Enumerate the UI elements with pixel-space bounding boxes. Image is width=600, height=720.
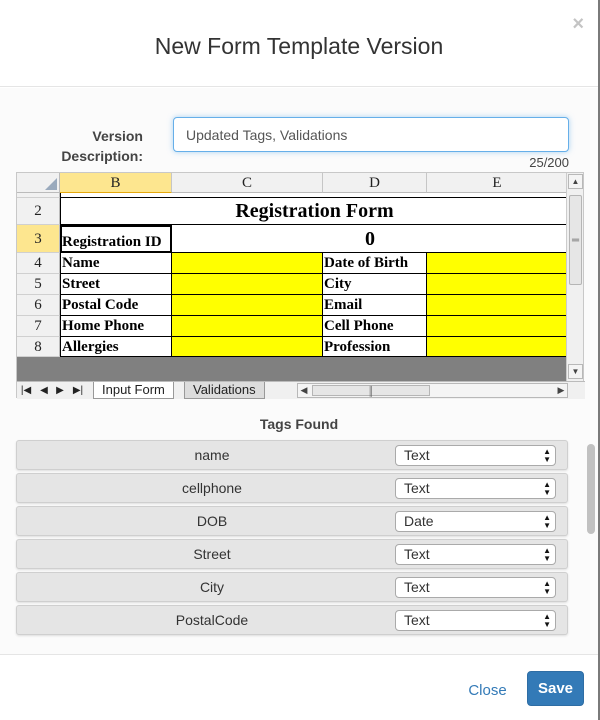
tag-type-value: Text (404, 480, 430, 496)
cell-label-street[interactable]: Street (60, 274, 172, 295)
tags-scrollbar-thumb[interactable] (587, 444, 595, 534)
cell-label-profession[interactable]: Profession (323, 337, 427, 357)
character-count: 25/200 (529, 155, 569, 170)
scroll-right-icon[interactable]: ▶ (557, 385, 565, 395)
corner-triangle-icon (45, 178, 57, 190)
scroll-left-icon[interactable]: ◀ (300, 385, 308, 395)
tag-type-select[interactable] (395, 511, 556, 532)
cell-label-home-phone[interactable]: Home Phone (60, 316, 172, 337)
close-button[interactable]: Close (460, 673, 515, 707)
sheet-tab-validations[interactable]: Validations (184, 382, 265, 399)
close-icon[interactable]: × (572, 13, 584, 35)
column-header-c[interactable]: C (172, 173, 323, 193)
sheet-empty-area (17, 357, 568, 381)
row-header-5[interactable]: 5 (17, 274, 60, 295)
prev-sheet-icon[interactable]: ◀ (40, 385, 48, 396)
sheet-vertical-scrollbar[interactable] (566, 173, 583, 381)
cell-input-street[interactable] (172, 274, 323, 295)
cell-input-postal-code[interactable] (172, 295, 323, 316)
select-all-corner[interactable] (17, 173, 60, 193)
scroll-up-icon[interactable]: ▲ (568, 174, 583, 189)
tag-row (16, 506, 568, 536)
cell-label-email[interactable]: Email (323, 295, 427, 316)
cell-input-date-of-birth[interactable] (427, 253, 568, 274)
row-header-8[interactable]: 8 (17, 337, 60, 357)
save-button[interactable]: Save (527, 671, 584, 706)
tag-type-value: Text (404, 579, 430, 595)
last-sheet-icon[interactable]: ▶| (72, 385, 84, 396)
cell-input-profession[interactable] (427, 337, 568, 357)
tag-type-value: Text (404, 447, 430, 463)
tags-found-title: Tags Found (259, 416, 339, 432)
tag-name: name (194, 447, 230, 463)
version-label-line2: Description: (61, 148, 143, 164)
tag-type-select[interactable] (395, 478, 556, 499)
tag-row (16, 605, 568, 635)
registration-id-value-cell[interactable]: 0 (172, 225, 568, 253)
horizontal-scroll-thumb[interactable]: ║ (312, 385, 430, 396)
row-header-6[interactable]: 6 (17, 295, 60, 316)
cell-input-allergies[interactable] (172, 337, 323, 357)
cell-input-email[interactable] (427, 295, 568, 316)
select-arrows-icon: ▲ ▼ (543, 447, 551, 464)
tags-list (16, 438, 570, 629)
modal-footer (0, 654, 598, 720)
tag-type-value: Date (404, 513, 434, 529)
row-header-7[interactable]: 7 (17, 316, 60, 337)
vertical-scroll-thumb[interactable]: ═ (569, 195, 582, 285)
scroll-down-icon[interactable]: ▼ (568, 364, 583, 379)
tag-type-value: Text (404, 546, 430, 562)
cell-input-home-phone[interactable] (172, 316, 323, 337)
form-title-cell[interactable]: Registration Form (60, 198, 568, 225)
sheet-tab-bar (17, 381, 585, 399)
version-label-line1: Version (92, 128, 143, 144)
row-header-3[interactable]: 3 (17, 225, 60, 253)
column-header-d[interactable]: D (323, 173, 427, 193)
tag-name: cellphone (182, 480, 242, 496)
tag-row (16, 473, 568, 503)
tag-row (16, 440, 568, 470)
registration-id-label-cell[interactable]: Registration ID (60, 225, 172, 253)
cell-label-postal-code[interactable]: Postal Code (60, 295, 172, 316)
column-header-e[interactable]: E (427, 173, 568, 193)
tag-name: Street (193, 546, 231, 562)
tag-row (16, 539, 568, 569)
tag-type-select[interactable] (395, 544, 556, 565)
tag-name: City (199, 579, 225, 595)
select-arrows-icon: ▲ ▼ (543, 612, 551, 629)
cell-label-cell-phone[interactable]: Cell Phone (323, 316, 427, 337)
cell-input-cell-phone[interactable] (427, 316, 568, 337)
sheet-tab-input-form[interactable]: Input Form (93, 382, 174, 399)
row-header-2[interactable]: 2 (17, 198, 60, 225)
column-header-b[interactable]: B (60, 173, 172, 193)
first-sheet-icon[interactable]: |◀ (20, 385, 32, 396)
tag-name: PostalCode (175, 612, 249, 628)
modal-header (0, 0, 598, 87)
cell-input-name[interactable] (172, 253, 323, 274)
cell-label-date-of-birth[interactable]: Date of Birth (323, 253, 427, 274)
tag-type-value: Text (404, 612, 430, 628)
tag-type-select[interactable] (395, 610, 556, 631)
row-header-4[interactable]: 4 (17, 253, 60, 274)
cell-input-city[interactable] (427, 274, 568, 295)
sheet-horizontal-scrollbar[interactable] (297, 383, 568, 398)
select-arrows-icon: ▲ ▼ (543, 480, 551, 497)
cell-label-allergies[interactable]: Allergies (60, 337, 172, 357)
select-arrows-icon: ▲ ▼ (543, 513, 551, 530)
cell-label-city[interactable]: City (323, 274, 427, 295)
select-arrows-icon: ▲ ▼ (543, 546, 551, 563)
tag-row (16, 572, 568, 602)
version-description-input[interactable] (173, 117, 569, 152)
modal-body (0, 88, 598, 654)
spreadsheet[interactable] (16, 172, 584, 398)
tag-type-select[interactable] (395, 445, 556, 466)
modal-title: New Form Template Version (154, 33, 444, 59)
cell-label-name[interactable]: Name (60, 253, 172, 274)
version-description-label (40, 126, 143, 166)
select-arrows-icon: ▲ ▼ (543, 579, 551, 596)
tag-type-select[interactable] (395, 577, 556, 598)
tag-name: DOB (196, 513, 228, 529)
next-sheet-icon[interactable]: ▶ (56, 385, 64, 396)
